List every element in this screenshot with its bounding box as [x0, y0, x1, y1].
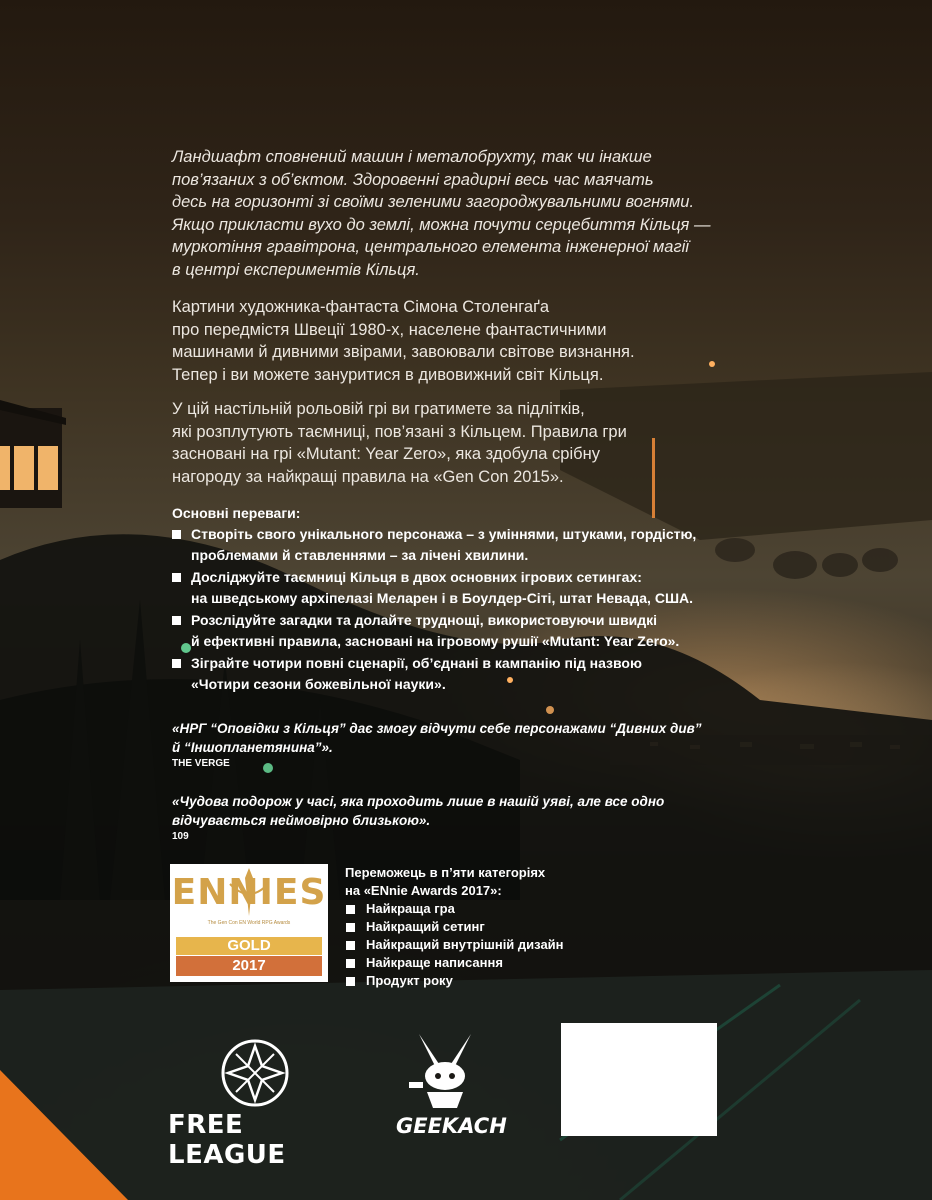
intro-line: десь на горизонті зі своїми зеленими загороджувальними вогнями. [172, 193, 695, 211]
paragraph-line: про передмістя Швеції 1980-х, населене фантастичними [172, 320, 607, 339]
quote-source: THE VERGE [172, 758, 230, 769]
feature-line: «Чотири сезони божевільної науки». [191, 676, 446, 692]
bullet-square-icon [346, 977, 355, 986]
paragraph-line: Тепер і ви можете зануритися в дивовижний світ Кільця. [172, 365, 604, 384]
intro-paragraph [172, 146, 732, 281]
feature-line: Створіть свого унікального персонажа – з уміннями, штуками, гордістю, [191, 526, 697, 542]
paragraph-line: які розплутують таємниці, пов’язані з Кільцем. Правила гри [172, 422, 627, 441]
feature-line: й ефективні правила, засновані на ігровому рушії «Mutant: Year Zero». [191, 633, 680, 649]
award-categories [345, 864, 645, 990]
bullet-square-icon [346, 941, 355, 950]
intro-line: Ландшафт сповнений машин і металобрухту, так чи інакше [172, 148, 652, 166]
award-label: Найкраще написання [366, 955, 503, 970]
quote-line: «Чудова подорож у часі, яка проходить лише в нашій уяві, але все одно [172, 794, 665, 809]
paragraph-line: машинами й дивними звірами, завоювали світове визнання. [172, 343, 635, 361]
features-title: Основні переваги: [172, 505, 301, 521]
bullet-square-icon [172, 659, 181, 668]
award-item [345, 936, 645, 954]
feature-item [172, 524, 752, 566]
paragraph-line: У цій настільній рольовій грі ви гратимете за підлітків, [172, 400, 585, 418]
awards-heading-line: на «ENnie Awards 2017»: [345, 883, 502, 898]
feature-line: Розслідуйте загадки та долайте труднощі, використовуючи швидкі [191, 612, 658, 628]
quote-source: 109 [172, 831, 189, 842]
award-item [345, 900, 645, 918]
award-item [345, 954, 645, 972]
ennies-logo-text: ENNIES [171, 872, 327, 913]
press-quote [172, 719, 752, 757]
press-quote [172, 792, 712, 830]
award-label: Продукт року [366, 973, 453, 988]
ennies-tagline: The Gen Con EN World RPG Awards [207, 920, 291, 926]
geekach-label: GEEKACH [396, 1114, 507, 1138]
feature-item [172, 610, 752, 652]
award-label: Найкращий внутрішній дизайн [366, 937, 564, 952]
award-item [345, 972, 645, 990]
quote-line: «НРГ “Оповідки з Кільця” дає змогу відчути себе персонажами “Дивних див” [172, 721, 702, 736]
intro-line: пов’язаних з об’єктом. Здоровенні градирні весь час маячать [172, 170, 654, 189]
award-label: Найкращий сетинг [366, 919, 485, 934]
award-list [345, 900, 645, 990]
paragraph-line: Картини художника-фантаста Сімона Столенгаґа [172, 298, 550, 316]
intro-line: в центрі експериментів Кільця. [172, 260, 420, 279]
feature-line: Зіграйте чотири повні сценарії, об’єднані в кампанію під назвою [191, 655, 642, 671]
paragraph-line: засновані на грі «Mutant: Year Zero», яка здобула срібну [172, 445, 600, 463]
bullet-square-icon [172, 573, 181, 582]
features-list [172, 524, 752, 696]
artist-paragraph [172, 296, 732, 386]
barcode-area [561, 1023, 717, 1136]
bullet-square-icon [172, 616, 181, 625]
awards-heading-line: Переможець в п’яти категоріях [345, 865, 546, 880]
bullet-square-icon [346, 905, 355, 914]
bullet-square-icon [346, 923, 355, 932]
feature-item [172, 567, 752, 609]
feature-line: на шведському архіпелазі Меларен і в Боулдер-Сіті, штат Невада, США. [191, 590, 694, 606]
intro-line: Якщо прикласти вухо до землі, можна почути серцебиття Кільця — [172, 215, 711, 234]
ennies-award-badge [170, 864, 328, 982]
bullet-square-icon [346, 959, 355, 968]
quote-line: й “Іншопланетянина”». [172, 740, 333, 755]
quote-line: відчувається неймовірно близькою». [172, 813, 431, 828]
ennies-gold-label: GOLD [176, 937, 322, 955]
intro-line: муркотіння гравітрона, центрального елемента інженерної магії [172, 238, 689, 256]
free-league-logo-icon [220, 1038, 290, 1108]
geekach-rabbit-icon [405, 1030, 485, 1110]
feature-line: проблемами й ставленнями – за лічені хвилини. [191, 547, 529, 563]
rules-paragraph [172, 398, 732, 488]
award-item [345, 918, 645, 936]
feature-line: Досліджуйте таємниці Кільця в двох основних ігрових сетингах: [191, 569, 642, 585]
feature-item [172, 653, 752, 695]
bullet-square-icon [172, 530, 181, 539]
award-label: Найкраща гра [366, 901, 455, 916]
ennies-year-label: 2017 [176, 956, 322, 976]
paragraph-line: нагороду за найкращі правила на «Gen Con 2015». [172, 467, 564, 486]
free-league-label: FREE LEAGUE [168, 1110, 286, 1170]
